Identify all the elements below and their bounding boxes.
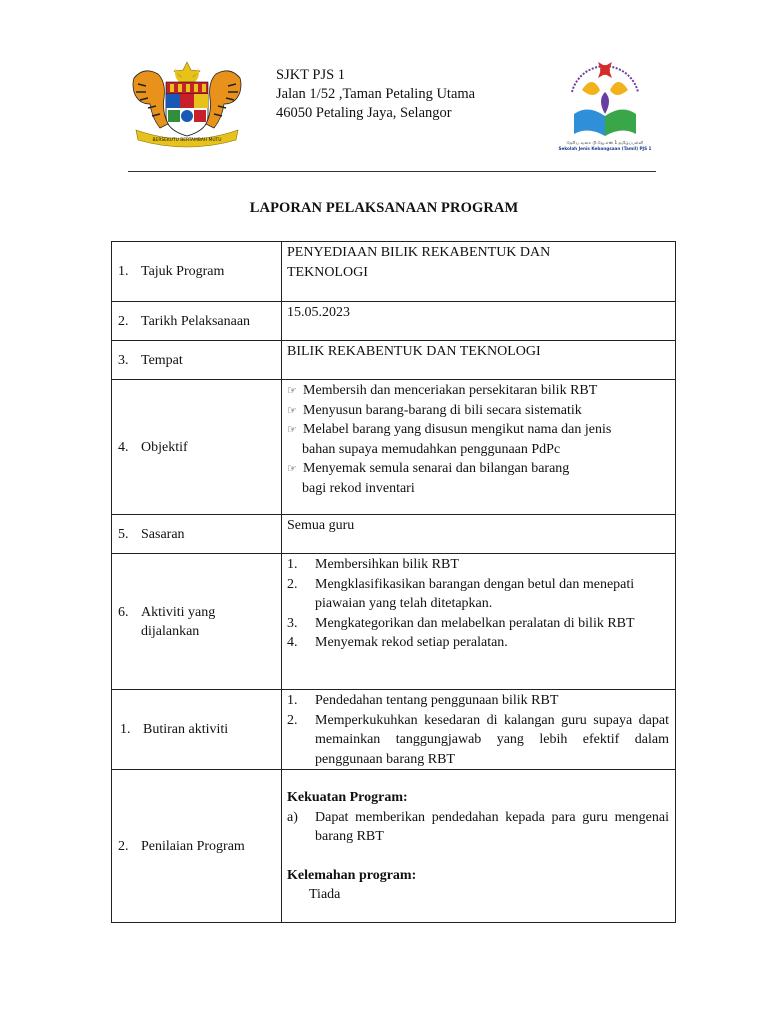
objective-item: ☞ Melabel barang yang disusun mengikut nama dan jenis bbox=[287, 420, 669, 440]
value-venue: BILIK REKABENTUK DAN TEKNOLOGI bbox=[282, 341, 676, 380]
value-activity-details bbox=[282, 690, 676, 770]
label-activities: Aktiviti yang dijalankan bbox=[141, 604, 216, 639]
header-divider bbox=[128, 171, 656, 172]
label-evaluation: Penilaian Program bbox=[141, 838, 245, 854]
objective-item: ☞ Membersih dan menceriakan persekitaran bilik RBT bbox=[287, 381, 669, 401]
list-item: 2. Mengklasifikasikan barangan dengan betul dan menepati piawaian yang telah ditetapkan. bbox=[287, 576, 635, 611]
row-objective: 4. Objektif ☞ Membersih dan menceriakan persekitaran bilik RBT ☞ Menyusun barang-barang di bili secara sistematik ☞ Melabel barang yang disusun mengikut nama dan jenis bahan supaya memudahkan penggunaan PdPc ☞ Menyemak semula senarai dan bilangan barang bagi rekod inventari bbox=[112, 380, 676, 515]
list-item: 2. Memperkukuhkan kesedaran di kalangan guru supaya dapat memainkan tanggungjawab yang lebih efektif dalam penggunaan barang RBT bbox=[287, 712, 669, 767]
weakness-heading: Kelemahan program: bbox=[287, 867, 417, 883]
letterhead bbox=[0, 0, 768, 180]
report-table bbox=[111, 241, 676, 923]
value-evaluation bbox=[282, 770, 676, 923]
label-objective: Objektif bbox=[141, 439, 188, 455]
value-objectives: ☞ Membersih dan menceriakan persekitaran bilik RBT ☞ Menyusun barang-barang di bili secara sistematik ☞ Melabel barang yang disusun mengikut nama dan jenis bahan supaya memudahkan penggunaan PdPc ☞ Menyemak semula senarai dan bilangan barang bagi rekod inventari bbox=[282, 380, 676, 515]
logo-caption: Sekolah Jenis Kebangsaan (Tamil) PJS 1 bbox=[558, 146, 652, 151]
strength-list bbox=[287, 808, 669, 847]
objective-item: ☞ Menyusun barang-barang di bili secara sistematik bbox=[287, 401, 669, 421]
label-program-title: Tajuk Program bbox=[141, 264, 225, 279]
row-program-title: 1. Tajuk Program PENYEDIAAN BILIK REKABENTUK DAN TEKNOLOGI bbox=[112, 242, 676, 302]
activity-list bbox=[287, 555, 669, 653]
report-title: LAPORAN PELAKSANAAN PROGRAM bbox=[249, 200, 519, 216]
pointing-hand-icon: ☞ bbox=[287, 403, 297, 417]
row-date: 2. Tarikh Pelaksanaan 15.05.2023 bbox=[112, 302, 676, 341]
address-line-2: 46050 Petaling Jaya, Selangor bbox=[276, 105, 452, 121]
label-venue: Tempat bbox=[141, 352, 183, 368]
objective-item: ☞ Menyemak semula senarai dan bilangan barang bbox=[287, 459, 669, 479]
logo-tamil-text: தேசிய வகை பி.ஜே.எஸ் 1 தமிழ்ப்பள்ளி bbox=[566, 140, 644, 145]
pointing-hand-icon: ☞ bbox=[287, 384, 297, 397]
value-date: 15.05.2023 bbox=[282, 302, 676, 341]
row-venue: 3. Tempat BILIK REKABENTUK DAN TEKNOLOGI bbox=[112, 341, 676, 380]
label-date: Tarikh Pelaksanaan bbox=[141, 313, 251, 329]
value-program-title: PENYEDIAAN BILIK REKABENTUK DAN TEKNOLOGI bbox=[282, 242, 676, 302]
crest-motto: BERSEKUTU BERTAMBAH MUTU bbox=[152, 138, 222, 143]
list-item: a) Dapat memberikan pendedahan kepada para guru mengenai barang RBT bbox=[287, 809, 669, 844]
weakness-text: Tiada bbox=[309, 887, 341, 902]
coat-of-arms-logo bbox=[126, 58, 248, 148]
value-activities bbox=[282, 554, 676, 690]
value-target: Semua guru bbox=[282, 515, 676, 554]
list-item: 1. Pendedahan tentang penggunaan bilik RBT bbox=[287, 693, 559, 708]
label-activity-details: Butiran aktiviti bbox=[143, 722, 229, 737]
pointing-hand-icon: ☞ bbox=[287, 423, 297, 436]
address-line-1: Jalan 1/52 ,Taman Petaling Utama bbox=[276, 86, 476, 102]
school-name: SJKT PJS 1 bbox=[276, 67, 346, 83]
school-logo bbox=[552, 52, 658, 152]
strength-heading: Kekuatan Program: bbox=[287, 790, 408, 805]
list-item: 3. Mengkategorikan dan melabelkan peralatan di bilik RBT bbox=[287, 615, 635, 631]
detail-list bbox=[287, 691, 669, 769]
list-item: 4. Menyemak rekod setiap peralatan. bbox=[287, 635, 508, 650]
row-evaluation: 2. Penilaian Program Kekuatan Program: a) Dapat memberikan pendedahan kepada para guru mengenai barang RBT Kelemahan program: Tiada bbox=[112, 770, 676, 923]
pointing-hand-icon: ☞ bbox=[287, 462, 297, 475]
label-target: Sasaran bbox=[141, 526, 185, 542]
row-target: 5. Sasaran Semua guru bbox=[112, 515, 676, 554]
school-address bbox=[276, 66, 475, 123]
row-activities: 6. Aktiviti yang dijalankan 1. Membersihkan bilik RBT 2. Mengklasifikasikan barangan dengan betul dan menepati piawaian yang telah ditetapkan. 3. Mengkategorikan dan melabelkan peralatan di bilik RBT 4. Menyemak rekod setiap peralatan. bbox=[112, 554, 676, 690]
list-item: 1. Membersihkan bilik RBT bbox=[287, 557, 459, 572]
row-activity-details: 1. Butiran aktiviti 1. Pendedahan tentang penggunaan bilik RBT 2. Memperkukuhkan kesedaran di kalangan guru supaya dapat memainkan tanggungjawab yang lebih efektif dalam penggunaan barang RBT bbox=[112, 690, 676, 770]
